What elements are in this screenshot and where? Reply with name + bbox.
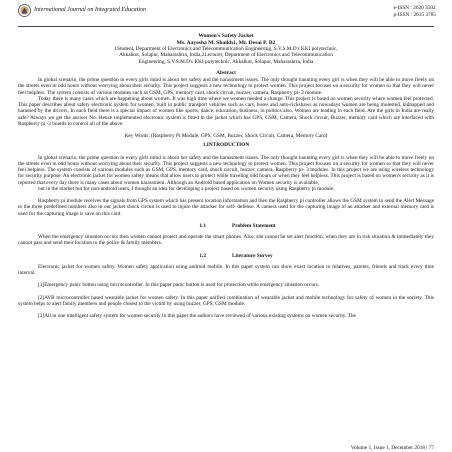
reference-text: All in one intelligent safety system for women security in this paper the authors have reviewed of various existing systems on women security. The [44,313,356,320]
page-footer: Volume 1, Issue 1, December 2018 | 77 [350,445,434,451]
intro-paragraph-3: Raspberry pi module receives the signals from GPS system which has present location information and then the Raspberry pi controller allows the GSM system to send the Alert Message to the three predefined numbers also in our jacket shock circuit is used to injure the attacker for self- defense. A camera used for the capturing image of an attacker and external memory card is used for the capturing image is save on this card. [18,198,434,217]
section-number: 1.1 [199,222,206,229]
problem-statement-paragraph: When the emergency situation occurs then women cannot protect and operate the smart phones. Also, she cannot be set alert function, when they are in risk situation & immediately they cannot pass and send their location to the police & family members. [18,234,434,247]
issn-block [393,5,436,19]
reference-number: [1] [38,282,45,289]
affiliation-line-1: 1Student, Department of Electronics and Telecommunication Engineering, S.V.S.M.D's KKI polytechnic, [114,46,338,53]
reference-number: [3] [38,313,45,320]
journal-emblem-icon [18,4,31,17]
affiliations [18,46,434,65]
section-title: Problem Statement [232,222,276,229]
section-number: 1.2 [199,252,206,259]
reference-text: Emergency panic button using microcontroller. In this paper panic button is used for protection while emergency situation occurs. [44,282,320,289]
eissn: e-ISSN : 2620 3502 [393,5,436,11]
abstract-paragraph-2: Today there is many cases which are happening about women. It was high time where we women needed a change. This project is based on women security where women feel protected. This paper describes about safety electronic system for women, built in public transport vehicles such as cars, buses and auto-rickshaws as nowadays women are being molested, kidnapped and harassed by the drivers. In each field there is a special impact of women like sports, dance, education, business, in politics also. Women are leading in each field. Are the girls in India are really safe? Always we get the answer No. Hence implemented electronic system is fitted in the jacket which has GPS, GSM, Camera, Shock circuit, Buzzer, memory card which are interfaced with Raspberry pi -3 boards to control all of the above. [18,95,434,127]
reference-number: [2] [38,294,45,301]
section-heading-problem-statement [18,223,434,229]
reference-item-2 [18,295,434,308]
header-divider [18,26,434,27]
section-heading-literature-survey [18,253,434,259]
paper-body [18,33,434,319]
section-title: Literature Survey [232,252,273,259]
pissn: p-ISSN : 2615 3785 [393,12,436,18]
affiliation-line-3: Engineering, S.V.S.M.D's KKI polytechnic, Akkalkot, Solapur, Maharashtra, India [138,58,314,65]
journal-header [18,3,436,27]
reference-text: AVR microcontroller based wearable jacket for women safety. In this paper unified combination of wearable jacket and mobile technology for safety of women in the society. This system helps to alert family members and people closest to the victim by using buzzer, GPS, GSM module. [18,294,434,307]
intro-paragraph-2: out in the market but for non-android users, I thought an idea for developing a project based on women security using Raspberry pi module. [38,185,335,192]
reference-item-3 [18,313,434,319]
journal-name: International Journal on Integrated Education [34,7,146,13]
keywords: Key Words: (Raspberry Pi Module, GPS, GSM, Buzzer, Shock Circuit, Camera, Memory Card) [124,133,328,140]
affiliation-line-2: Akkalkot, Solapur, Maharashtra, India,2Lecturer, Department of Electronics and Telecommunication [119,52,333,59]
paper-title: Women's Safety Jacket [198,33,254,39]
paper-authors: Ms. Aayesha M. Shaikh1, Mr. Desai P. B2 [176,39,276,46]
section-heading-introduction: 1.INTRODUCTION [202,142,250,149]
literature-survey-paragraph: Electronic jacket for women safety. Women safety application using android mobile. In this paper system can show exact location to relatives, parents, friends and track every time interval. [18,263,434,277]
abstract-paragraph-1: In global scenario, the prime question in every girls mind is about her safety and the harassment issues. The only thought haunting every girl is when they will be able to move freely on the streets even in odd hours without worrying about their security. This project suggests a new technology to protect women. This project focuses on a security for women so that they will never feel helpless. The system consists of various modules such as GSM, GPS, memory card, shock circuit, buzzer, camera, Raspberry pi- 3 module. [18,77,434,96]
abstract-heading: Abstract [216,69,236,76]
intro-paragraph-1: In global scenario, the prime question in every girls mind is about her safety and the harassment issues. The only thought haunting every girl is when they will be able to move freely on the streets even in odd hours without worrying about their security. This project suggests a new technology to protect women. This project focuses on a security for women so that they will never feel helpless. The system consists of various modules such as GSM, GPS, memory card, shock circuit, buzzer, camera, Raspberry pi- 3 modules. In this project we are using wireless technology for security purpose. An electronic jacket for women safety means that allow users to protect while traveling odd hours or when they feel helpless. This project is based on women's security as it is reported that every day there is many cases about women harassment. Although an Android based application on Women security is available, [18,154,434,186]
